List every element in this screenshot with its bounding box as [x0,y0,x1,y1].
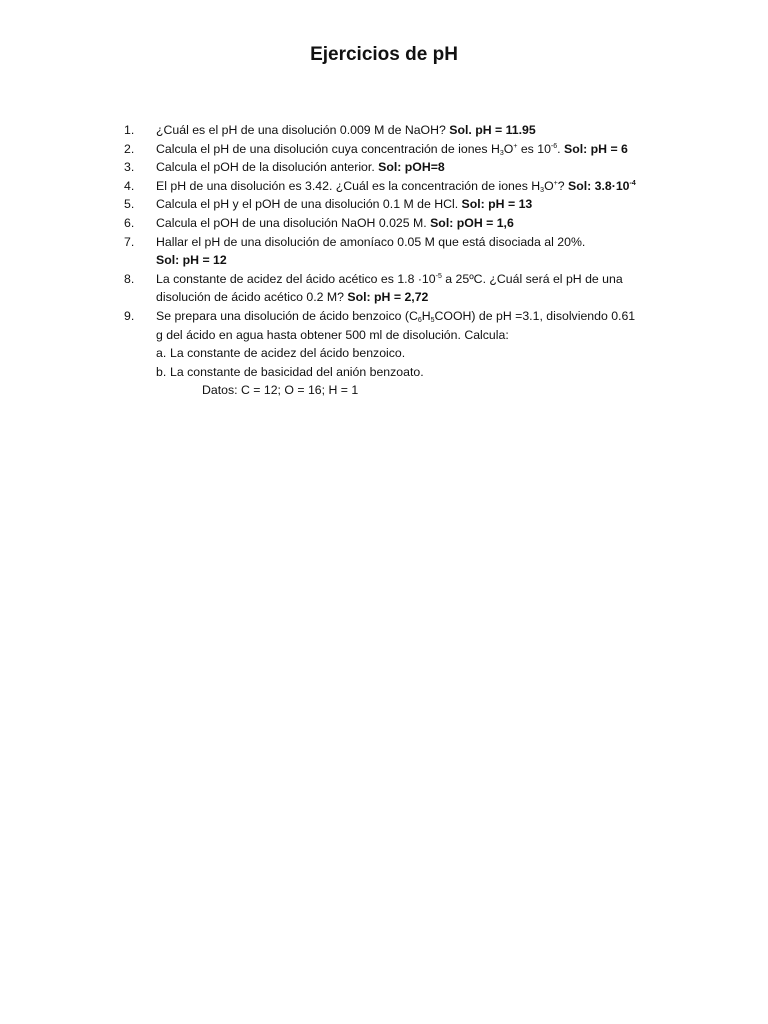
sub-item-text: La constante de acidez del ácido benzoico. [170,346,406,361]
item-number: 4. [124,178,135,193]
item-text: Se prepara una disolución de ácido benzoico $(C_6H_5COOH)$ de pH =3.1, disolviendo 0.61 g del ácido en agua hasta obtener 500 ml de disolución. Calcula: [156,308,636,342]
list-item [124,214,644,233]
solution: Sol: pH = 12 [156,253,227,268]
item-number: 7. [124,234,135,249]
sub-item [124,344,644,363]
page-title: Ejercicios de pH [310,44,458,65]
item-text: Calcula el pH y el pOH de una disolución 0.1 M de HCl. Sol: pH = 13 [156,197,533,212]
solution: Sol. pH = 11.95 [449,123,536,137]
item-number: 6. [124,215,135,230]
list-item [124,140,644,159]
item-number: 8. [124,271,135,286]
item-number: 5. [124,197,135,212]
solution: Sol: pH = 13 [461,197,533,212]
item-text: Hallar el pH de una disolución de amoníaco 0.05 M que está disociada al 20%. Sol: pH = 12 [156,234,586,268]
list-item [124,233,644,270]
item-text: La constante de acidez del ácido acético es $1.8 \cdot 10^{-5}$ a 25ºC. ¿Cuál será el pH de una disolución de ácido acético 0.2 M? Sol: pH = 2,72 [156,271,623,305]
list-item [124,270,644,307]
list-item [124,177,644,196]
item-number: 9. [124,308,135,323]
item-text: Calcula el pOH de la disolución anterior. Sol: pOH=8 [156,160,445,175]
solution: Sol: pH = 6 [564,141,628,156]
item-text: Calcula el pOH de una disolución NaOH 0.025 M. Sol: pOH = 1,6 [156,215,514,230]
solution: Sol: pH = 2,72 [347,290,429,305]
list-item [124,307,644,344]
item-number: 2. [124,141,135,156]
sub-item [124,363,644,382]
list-item [124,195,644,214]
item-number: 3. [124,160,135,175]
exercise-list [124,121,644,400]
list-item [124,121,644,140]
solution: Sol: pOH=8 [378,160,445,175]
solution: Sol: $3.8\cdot 10^{-4}$ [568,178,636,193]
data-note: Datos: C = 12; O = 16; H = 1 [202,383,359,398]
sub-item-letter: a. [156,346,167,361]
sub-item-letter: b. [156,364,167,379]
sub-item-text: La constante de basicidad del anión benzoato. [170,364,424,379]
item-text: ¿Cuál es el pH de una disolución 0.009 M de NaOH? Sol. pH = 11.95 [156,123,536,137]
item-text: El pH de una disolución es 3.42. ¿Cuál es la concentración de iones $H_3O^+$? Sol: $3.8\cdot 10^{-4}$ [156,178,636,194]
solution: Sol: pOH = 1,6 [430,215,514,230]
list-item [124,158,644,177]
item-number: 1. [124,123,135,137]
item-text: Calcula el pH de una disolución cuya concentración de iones $H_3O^+$ es $10^{-6}$. Sol: pH = 6 [156,141,628,157]
